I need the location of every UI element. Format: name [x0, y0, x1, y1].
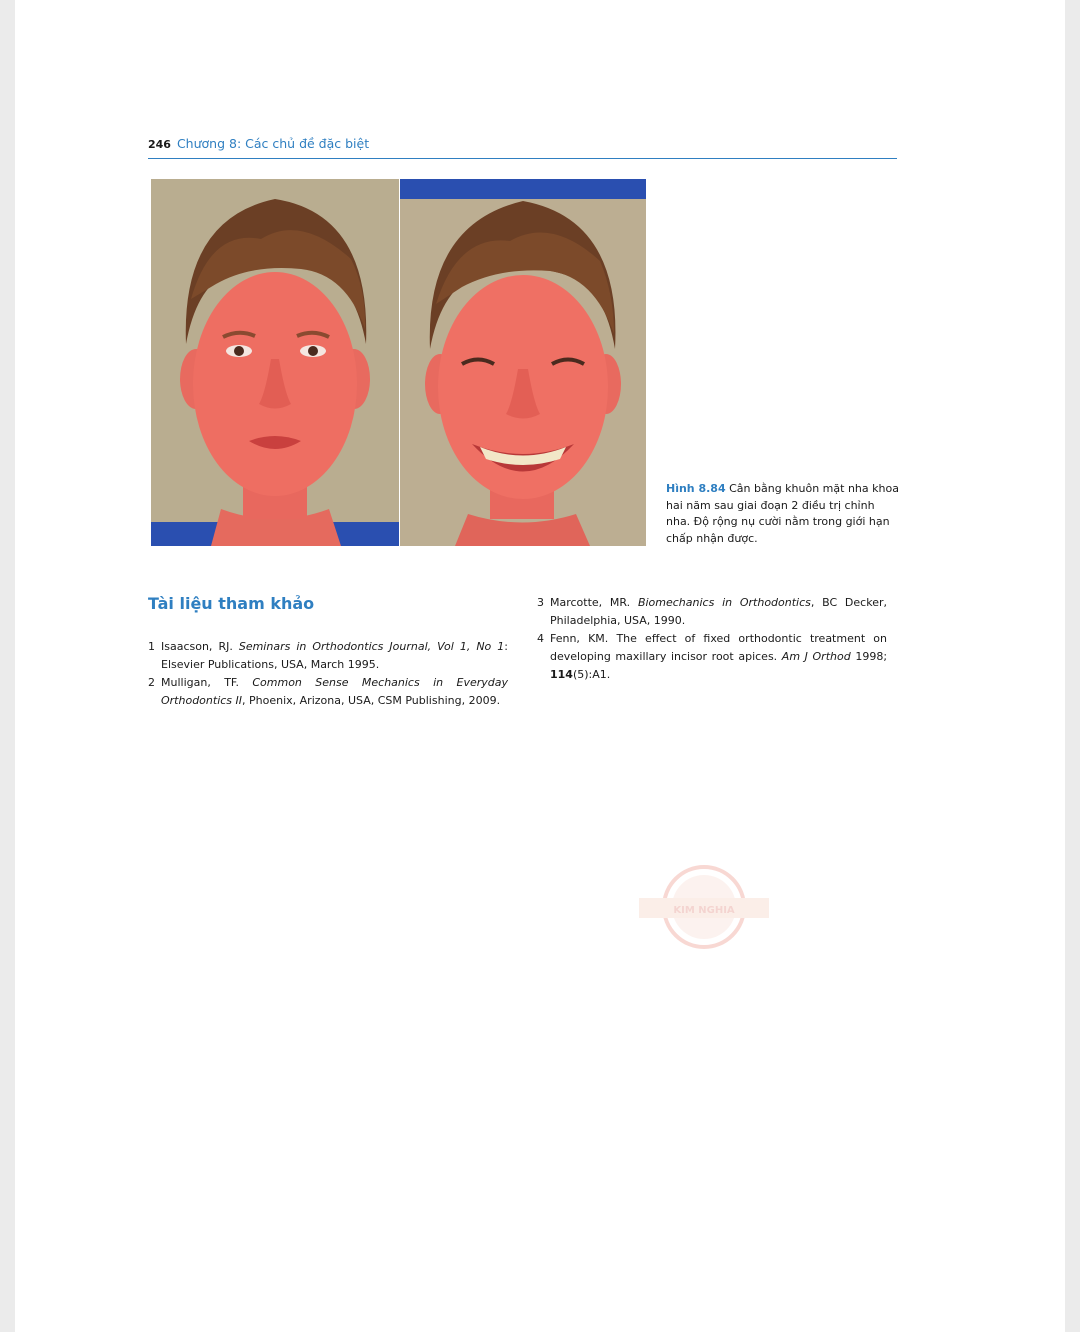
reference-item — [148, 638, 508, 674]
reference-title: Seminars in Orthodontics Journal, Vol 1, No 1 — [238, 640, 505, 653]
reference-item — [148, 674, 508, 710]
figure-caption-text: Cân bằng khuôn mặt nha khoa hai năm sau giai đoạn 2 điều trị chỉnh nha. Độ rộng nụ cười nằm trong giới hạn chấp nhận được. — [666, 482, 899, 545]
running-header — [148, 136, 897, 159]
watermark-stamp — [639, 862, 769, 952]
reference-year: 1998; — [850, 650, 888, 663]
figure-label: Hình 8.84 — [666, 482, 726, 495]
reference-number: 3 — [537, 596, 544, 609]
chapter-title: Chương 8: Các chủ đề đặc biệt — [176, 136, 370, 151]
reference-title: Common Sense Mechanics in Everyday Orthodontics II — [161, 676, 508, 707]
photo-smiling-face — [400, 179, 646, 546]
reference-journal: Am J Orthod — [781, 650, 851, 663]
photo-before-face — [151, 179, 399, 546]
reference-author: Isaacson, RJ. — [161, 640, 239, 653]
page-number: 246 — [148, 138, 171, 151]
reference-item — [537, 630, 887, 684]
references-column-right — [537, 594, 887, 684]
references-column-left — [148, 638, 508, 710]
document-page — [15, 0, 1065, 1332]
stamp-text: KIM NGHIA — [673, 905, 735, 916]
reference-author: Mulligan, TF. — [161, 676, 253, 689]
reference-number: 1 — [148, 640, 155, 653]
reference-pages: (5):A1. — [572, 668, 611, 681]
reference-number: 2 — [148, 676, 155, 689]
reference-volume: 114 — [550, 668, 573, 681]
references-title: Tài liệu tham khảo — [148, 594, 315, 613]
figure-photos — [151, 179, 647, 546]
reference-author: Fenn, KM. The effect of fixed orthodontic treatment on developing maxillary incisor root apices. — [550, 632, 887, 663]
figure-caption — [666, 481, 901, 547]
reference-author: Marcotte, MR. — [550, 596, 638, 609]
reference-details: , BC Decker, Philadelphia, USA, 1990. — [550, 596, 887, 627]
reference-number: 4 — [537, 632, 544, 645]
reference-details: , Phoenix, Arizona, USA, CSM Publishing, 2009. — [242, 694, 501, 707]
reference-title: Biomechanics in Orthodontics — [637, 596, 811, 609]
reference-details: : Elsevier Publications, USA, March 1995. — [161, 640, 509, 671]
reference-item — [537, 594, 887, 630]
